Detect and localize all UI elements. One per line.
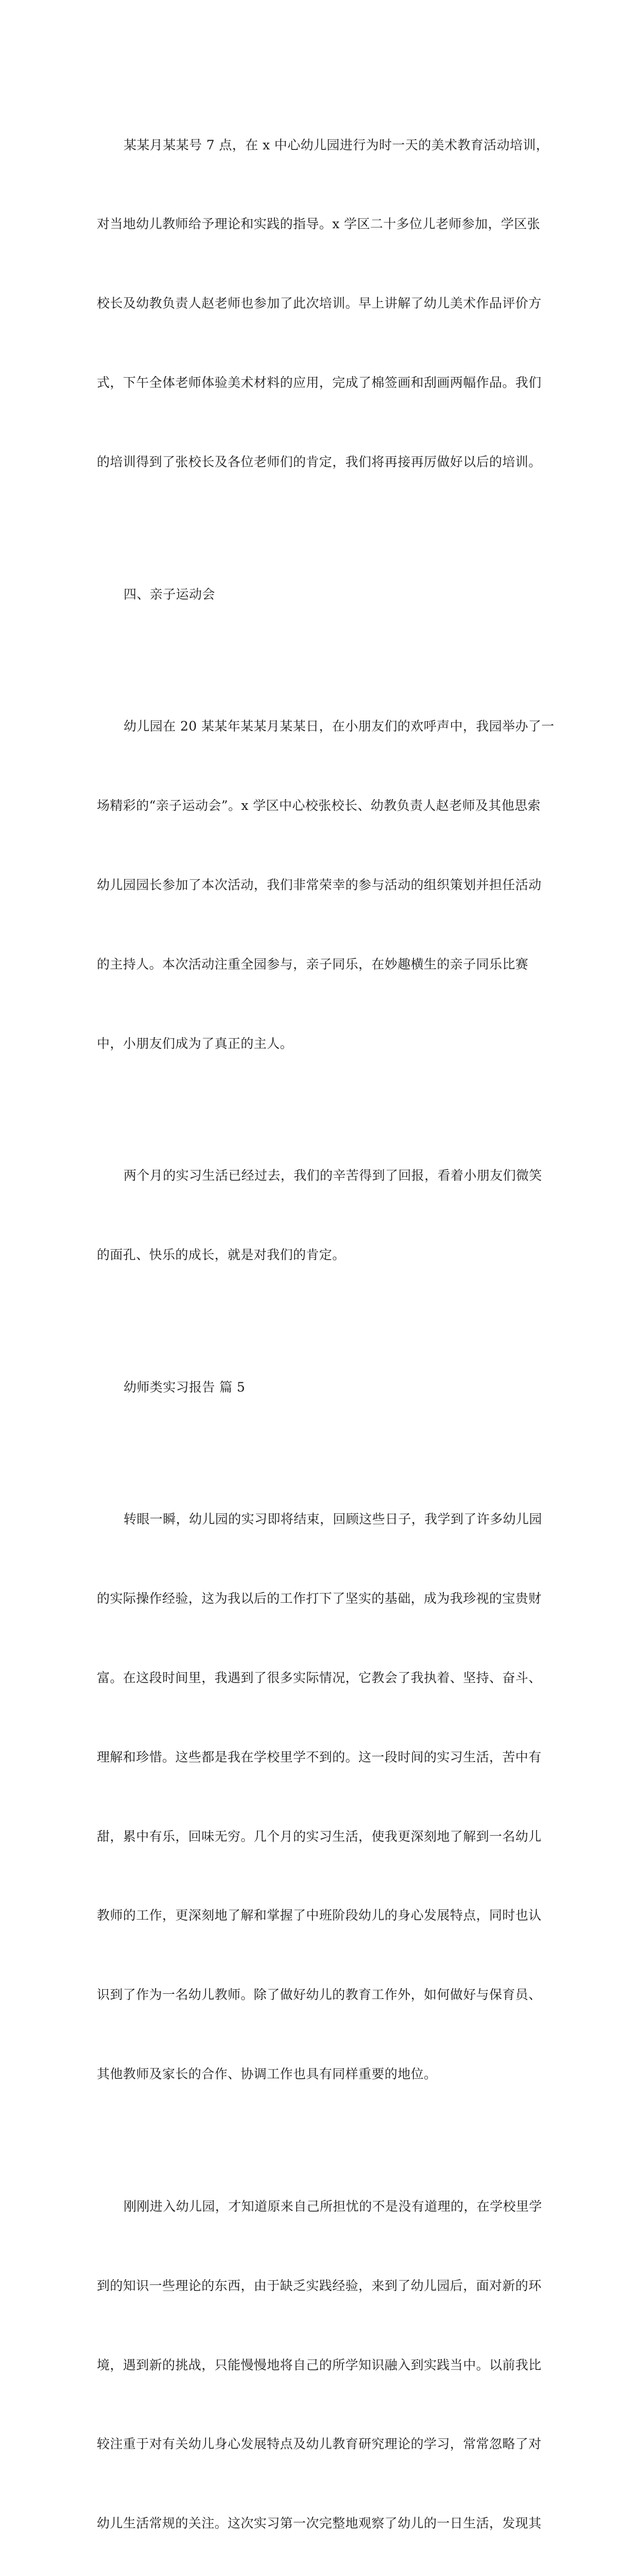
paragraph-entering-kindergarten (97, 2140, 545, 2576)
text-line: 富。在这段时间里，我遇到了很多实际情况，它教会了我执着、坚持、奋斗、 (97, 1670, 542, 1685)
text-line: 其他教师及家长的合作、协调工作也具有同样重要的地位。 (97, 2066, 437, 2082)
text-line: 境，遇到新的挑战，只能慢慢地将自己的所学知识融入到实践当中。以前我比 (97, 2357, 542, 2372)
text-line: 某某月某某号 7 点，在 x 中心幼儿园进行为时一天的美术教育活动培训， (124, 137, 549, 152)
text-line: 教师的工作，更深刻地了解和掌握了中班阶段幼儿的身心发展特点，同时也认 (97, 1908, 542, 1923)
text-line: 理解和珍惜。这些都是我在学校里学不到的。这一段时间的实习生活，苦中有 (97, 1749, 542, 1765)
text-line: 的培训得到了张校长及各位老师们的肯定，我们将再接再厉做好以后的培训。 (97, 454, 542, 470)
paragraph-art-training (97, 79, 549, 528)
text-line: 对当地幼儿教师给予理论和实践的指导。x 学区二十多位儿老师参加，学区张 (97, 216, 541, 232)
text-line: 甜，累中有乐，回味无穷。几个月的实习生活，使我更深刻地了解到一名幼儿 (97, 1828, 542, 1844)
text-line: 场精彩的“亲子运动会”。x 学区中心校张校长、幼教负责人赵老师及其他思索 (97, 798, 541, 814)
text-line: 的面孔、快乐的成长，就是对我们的肯定。 (97, 1247, 346, 1263)
paragraph-sports-meet (97, 660, 555, 1110)
text-line: 式，下午全体老师体验美术材料的应用，完成了棉签画和刮画两幅作品。我们 (97, 375, 542, 391)
document-body (97, 79, 555, 2576)
text-line: 到的知识一些理论的东西，由于缺乏实践经验，来到了幼儿园后，面对新的环 (97, 2278, 542, 2293)
heading-text: 四、亲子运动会 (124, 586, 215, 602)
text-line: 的实际操作经验，这为我以后的工作打下了坚实的基础，成为我珍视的宝贵财 (97, 1590, 542, 1606)
paragraph-reflection (97, 1453, 545, 2140)
paragraph-internship-summary (97, 1110, 545, 1321)
section-heading-sports-meet (97, 528, 545, 660)
text-line: 两个月的实习生活已经过去，我们的辛苦得到了回报，看着小朋友们微笑 (124, 1168, 542, 1183)
text-line: 幼儿生活常规的关注。这次实习第一次完整地观察了幼儿的一日生活，发现其 (97, 2516, 542, 2531)
heading-text: 幼师类实习报告 篇 5 (124, 1379, 246, 1395)
text-line: 刚刚进入幼儿园，才知道原来自己所担忧的不是没有道理的，在学校里学 (124, 2198, 542, 2214)
text-line: 转眼一瞬，幼儿园的实习即将结束，回顾这些日子，我学到了许多幼儿园 (124, 1512, 542, 1527)
text-line: 中，小朋友们成为了真正的主人。 (97, 1036, 293, 1051)
text-line: 识到了作为一名幼儿教师。除了做好幼儿的教育工作外，如何做好与保育员、 (97, 1987, 542, 2003)
text-line: 幼儿园在 20 某某年某某月某某日，在小朋友们的欢呼声中，我园举办了一 (124, 719, 555, 734)
text-line: 校长及幼教负责人赵老师也参加了此次培训。早上讲解了幼儿美术作品评价方 (97, 296, 542, 311)
text-line: 的主持人。本次活动注重全园参与，亲子同乐，在妙趣横生的亲子同乐比赛 (97, 956, 529, 972)
section-heading-report-5 (97, 1321, 545, 1453)
text-line: 较注重于对有关幼儿身心发展特点及幼儿教育研究理论的学习，常常忽略了对 (97, 2436, 542, 2452)
text-line: 幼儿园园长参加了本次活动，我们非常荣幸的参与活动的组织策划并担任活动 (97, 877, 542, 892)
